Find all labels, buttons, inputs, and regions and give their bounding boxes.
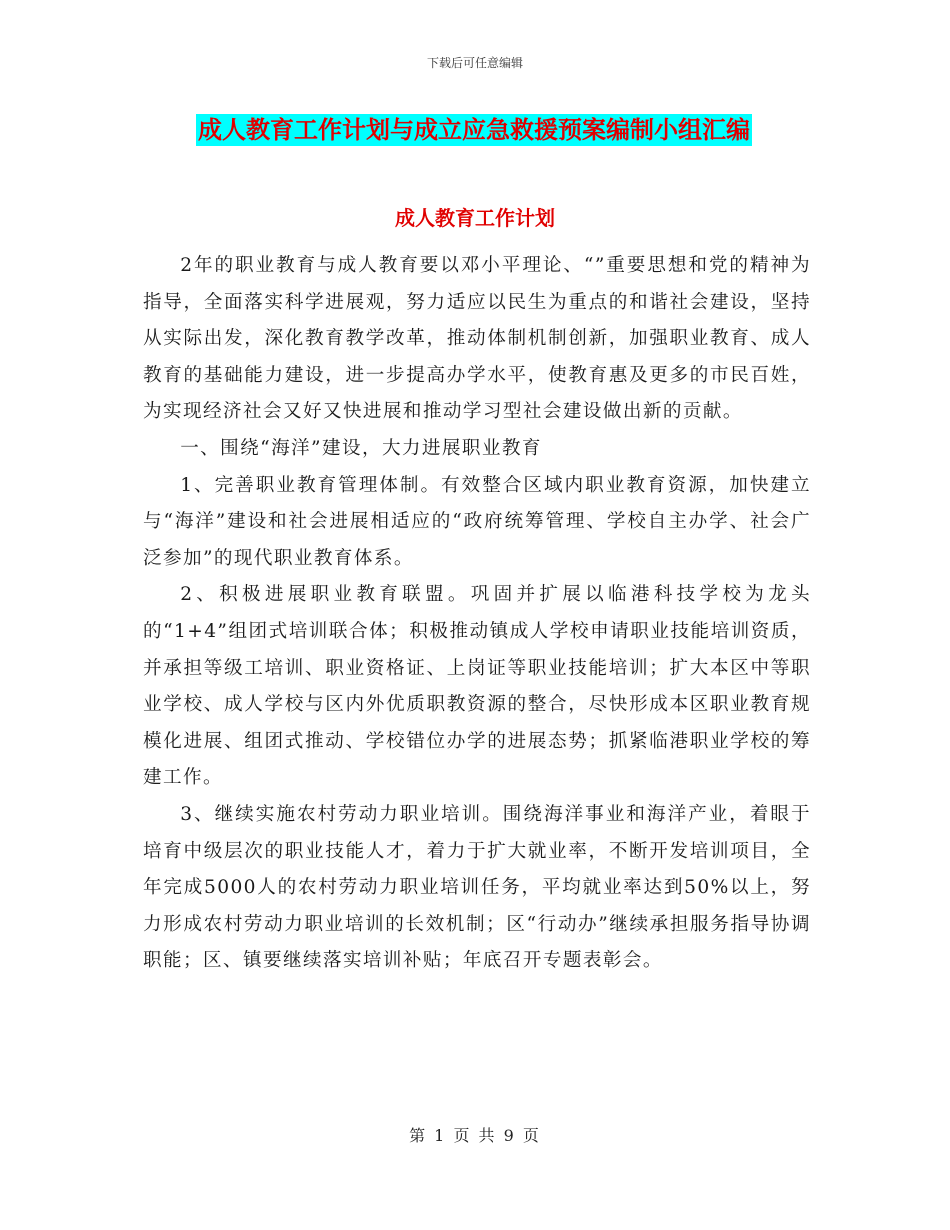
section-title: 成人教育工作计划 — [395, 206, 555, 230]
paragraph-item-2: 2、积极进展职业教育联盟。巩固并扩展以临港科技学校为龙头的“1+4”组团式培训联合体；积极推动镇成人学校申请职业技能培训资质，并承担等级工培训、职业资格证、上岗证等职业技能培训；扩大本区中等职业学校、成人学校与区内外优质职教资源的整合，尽快形成本区职业教育规模化进展、组团式推动、学校错位办学的进展态势；抓紧临港职业学校的筹建工作。 — [143, 584, 811, 789]
paragraph-intro: 2年的职业教育与成人教育要以邓小平理论、“”重要思想和党的精神为指导，全面落实科学进展观，努力适应以民生为重点的和谐社会建设，坚持从实际出发，深化教育教学改革，推动体制机制创新，加强职业教育、成人教育的基础能力建设，进一步提高办学水平，使教育惠及更多的市民百姓，为实现经济社会又好又快进展和推动学习型社会建设做出新的贡献。 — [143, 255, 811, 423]
paragraph-item-1: 1、完善职业教育管理体制。有效整合区域内职业教育资源，加快建立与“海洋”建设和社会进展相适应的“政府统筹管理、学校自主办学、社会广泛参加”的现代职业教育体系。 — [143, 474, 811, 569]
page-footer — [0, 1123, 950, 1146]
page-header-note: 下载后可任意编辑 — [426, 56, 523, 70]
document-body — [143, 248, 811, 980]
page-number-label: 第 1 页 共 9 页 — [409, 1126, 541, 1145]
paragraph-heading-1: 一、围绕“海洋”建设，大力进展职业教育 — [180, 437, 542, 459]
document-title: 成人教育工作计划与成立应急救援预案编制小组汇编 — [198, 116, 750, 144]
paragraph-item-3: 3、继续实施农村劳动力职业培训。围绕海洋事业和海洋产业，着眼于培育中级层次的职业技能人才，着力于扩大就业率，不断开发培训项目，全年完成5000人的农村劳动力职业培训任务，平均就业率达到50%以上，努力形成农村劳动力职业培训的长效机制；区“行动办”继续承担服务指导协调职能；区、镇要继续落实培训补贴；年底召开专题表彰会。 — [143, 803, 811, 972]
